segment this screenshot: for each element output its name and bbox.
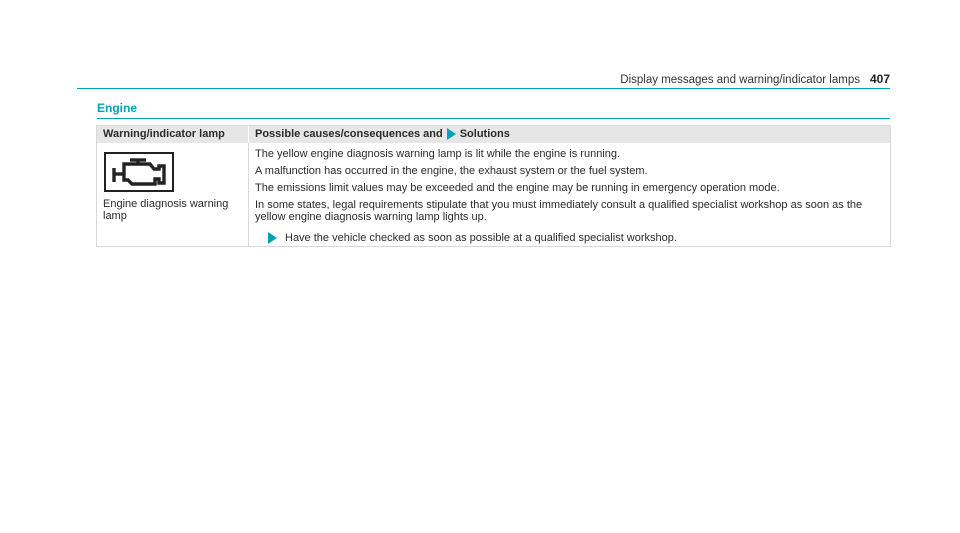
solution-text: Have the vehicle checked as soon as possible at a qualified specialist workshop. xyxy=(285,232,677,244)
section-title: Engine xyxy=(97,101,138,115)
cause-paragraph: The yellow engine diagnosis warning lamp is lit while the engine is running. xyxy=(255,148,621,160)
column-header-causes-label: Possible causes/consequences and xyxy=(255,128,443,140)
lamp-label: Engine diagnosis warning lamp xyxy=(103,198,229,222)
table-header-row xyxy=(97,126,890,143)
cause-paragraph: In some states, legal requirements stipulate that you must immediately consult a qualified specialist workshop as soon as the yellow engine diagnosis warning lamp lights up. xyxy=(255,199,863,223)
arrow-right-icon xyxy=(447,128,456,140)
engine-check-icon-graphic xyxy=(110,156,170,190)
engine-check-icon xyxy=(104,152,174,192)
warning-lamp-table xyxy=(96,125,891,247)
solution-step xyxy=(268,232,885,244)
arrow-right-icon xyxy=(268,232,277,244)
column-divider-body xyxy=(248,143,249,247)
header-rule xyxy=(77,88,890,89)
page-number: 407 xyxy=(869,72,890,86)
cause-paragraph: The emissions limit values may be exceeded and the engine may be running in emergency operation mode. xyxy=(255,182,780,194)
column-header-solutions-label: Solutions xyxy=(459,128,510,140)
column-header-causes xyxy=(255,128,510,140)
section-title-rule xyxy=(97,118,890,119)
cause-paragraph: A malfunction has occurred in the engine, the exhaust system or the fuel system. xyxy=(255,165,648,177)
causes-cell xyxy=(255,148,885,244)
column-divider xyxy=(248,126,249,143)
page-header xyxy=(620,72,890,86)
column-header-lamp: Warning/indicator lamp xyxy=(103,128,225,140)
chapter-title: Display messages and warning/indicator lamps xyxy=(620,74,860,86)
